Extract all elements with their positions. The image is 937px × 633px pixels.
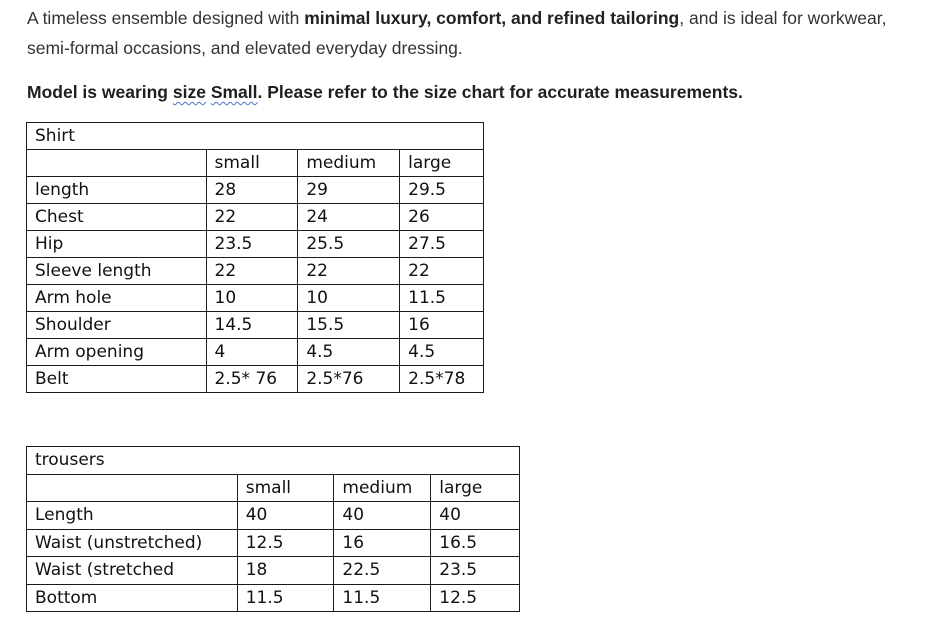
spellcheck-word-small: Small bbox=[210, 82, 258, 102]
description-bold-text: minimal luxury, comfort, and refined tailoring bbox=[304, 8, 680, 28]
table-cell: 10 bbox=[206, 285, 298, 312]
table-cell: 22 bbox=[206, 204, 298, 231]
table-cell: 11.5 bbox=[237, 584, 334, 612]
table-cell: 29 bbox=[298, 177, 400, 204]
table-row bbox=[27, 584, 520, 612]
row-label: Arm opening bbox=[27, 339, 207, 366]
header-cell: small bbox=[206, 150, 298, 177]
header-cell: medium bbox=[298, 150, 400, 177]
table-cell: 14.5 bbox=[206, 312, 298, 339]
table-cell: 11.5 bbox=[334, 584, 431, 612]
model-size-note bbox=[27, 79, 743, 105]
model-note-rest: . Please refer to the size chart for accurate measurements. bbox=[257, 82, 743, 102]
row-label: Shoulder bbox=[27, 312, 207, 339]
table-cell: 4 bbox=[206, 339, 298, 366]
table-row bbox=[27, 285, 484, 312]
table-row bbox=[27, 502, 520, 530]
table-cell: 4.5 bbox=[400, 339, 484, 366]
row-label: Waist (stretched bbox=[27, 557, 238, 585]
table-row bbox=[27, 204, 484, 231]
table-cell: 40 bbox=[431, 502, 520, 530]
table-cell: 25.5 bbox=[298, 231, 400, 258]
shirt-table-title: Shirt bbox=[27, 123, 484, 150]
table-header-row bbox=[27, 150, 484, 177]
table-row bbox=[27, 557, 520, 585]
header-cell: small bbox=[237, 474, 334, 502]
table-cell: 40 bbox=[334, 502, 431, 530]
table-cell: 22.5 bbox=[334, 557, 431, 585]
row-label: Chest bbox=[27, 204, 207, 231]
table-header-row bbox=[27, 474, 520, 502]
table-cell: 11.5 bbox=[400, 285, 484, 312]
table-cell: 2.5*76 bbox=[298, 366, 400, 393]
header-cell: large bbox=[431, 474, 520, 502]
description-text: A timeless ensemble designed with bbox=[27, 8, 305, 28]
table-row bbox=[27, 339, 484, 366]
table-cell: 40 bbox=[237, 502, 334, 530]
row-label: Length bbox=[27, 502, 238, 530]
table-cell: 22 bbox=[206, 258, 298, 285]
header-cell: medium bbox=[334, 474, 431, 502]
table-row bbox=[27, 177, 484, 204]
table-cell: 12.5 bbox=[431, 584, 520, 612]
table-cell: 22 bbox=[298, 258, 400, 285]
row-label: length bbox=[27, 177, 207, 204]
table-cell: 16.5 bbox=[431, 529, 520, 557]
table-cell: 18 bbox=[237, 557, 334, 585]
table-cell: 23.5 bbox=[431, 557, 520, 585]
row-label: Waist (unstretched) bbox=[27, 529, 238, 557]
row-label: Arm hole bbox=[27, 285, 207, 312]
table-row bbox=[27, 312, 484, 339]
table-cell: 24 bbox=[298, 204, 400, 231]
table-cell: 22 bbox=[400, 258, 484, 285]
table-cell: 2.5*78 bbox=[400, 366, 484, 393]
header-cell bbox=[27, 150, 207, 177]
header-cell bbox=[27, 474, 238, 502]
table-cell: 23.5 bbox=[206, 231, 298, 258]
table-cell: 4.5 bbox=[298, 339, 400, 366]
product-description bbox=[27, 3, 907, 63]
header-cell: large bbox=[400, 150, 484, 177]
table-cell: 16 bbox=[400, 312, 484, 339]
description-text-end: , and is ideal for workwear, semi-formal occasions, and elevated everyday dressing. bbox=[27, 8, 887, 58]
trousers-size-table bbox=[26, 446, 520, 612]
table-cell: 10 bbox=[298, 285, 400, 312]
table-title-row bbox=[27, 447, 520, 475]
table-title-row bbox=[27, 123, 484, 150]
table-row bbox=[27, 529, 520, 557]
table-row bbox=[27, 366, 484, 393]
trousers-table-title: trousers bbox=[27, 447, 520, 475]
table-cell: 2.5* 76 bbox=[206, 366, 298, 393]
table-cell: 15.5 bbox=[298, 312, 400, 339]
table-cell: 29.5 bbox=[400, 177, 484, 204]
row-label: Hip bbox=[27, 231, 207, 258]
table-row bbox=[27, 258, 484, 285]
table-cell: 27.5 bbox=[400, 231, 484, 258]
row-label: Bottom bbox=[27, 584, 238, 612]
spellcheck-word-size: size bbox=[172, 82, 206, 102]
table-cell: 26 bbox=[400, 204, 484, 231]
row-label: Sleeve length bbox=[27, 258, 207, 285]
table-cell: 12.5 bbox=[237, 529, 334, 557]
shirt-size-table bbox=[26, 122, 484, 393]
model-note-lead: Model is wearing bbox=[27, 82, 173, 102]
row-label: Belt bbox=[27, 366, 207, 393]
table-row bbox=[27, 231, 484, 258]
table-cell: 16 bbox=[334, 529, 431, 557]
table-cell: 28 bbox=[206, 177, 298, 204]
